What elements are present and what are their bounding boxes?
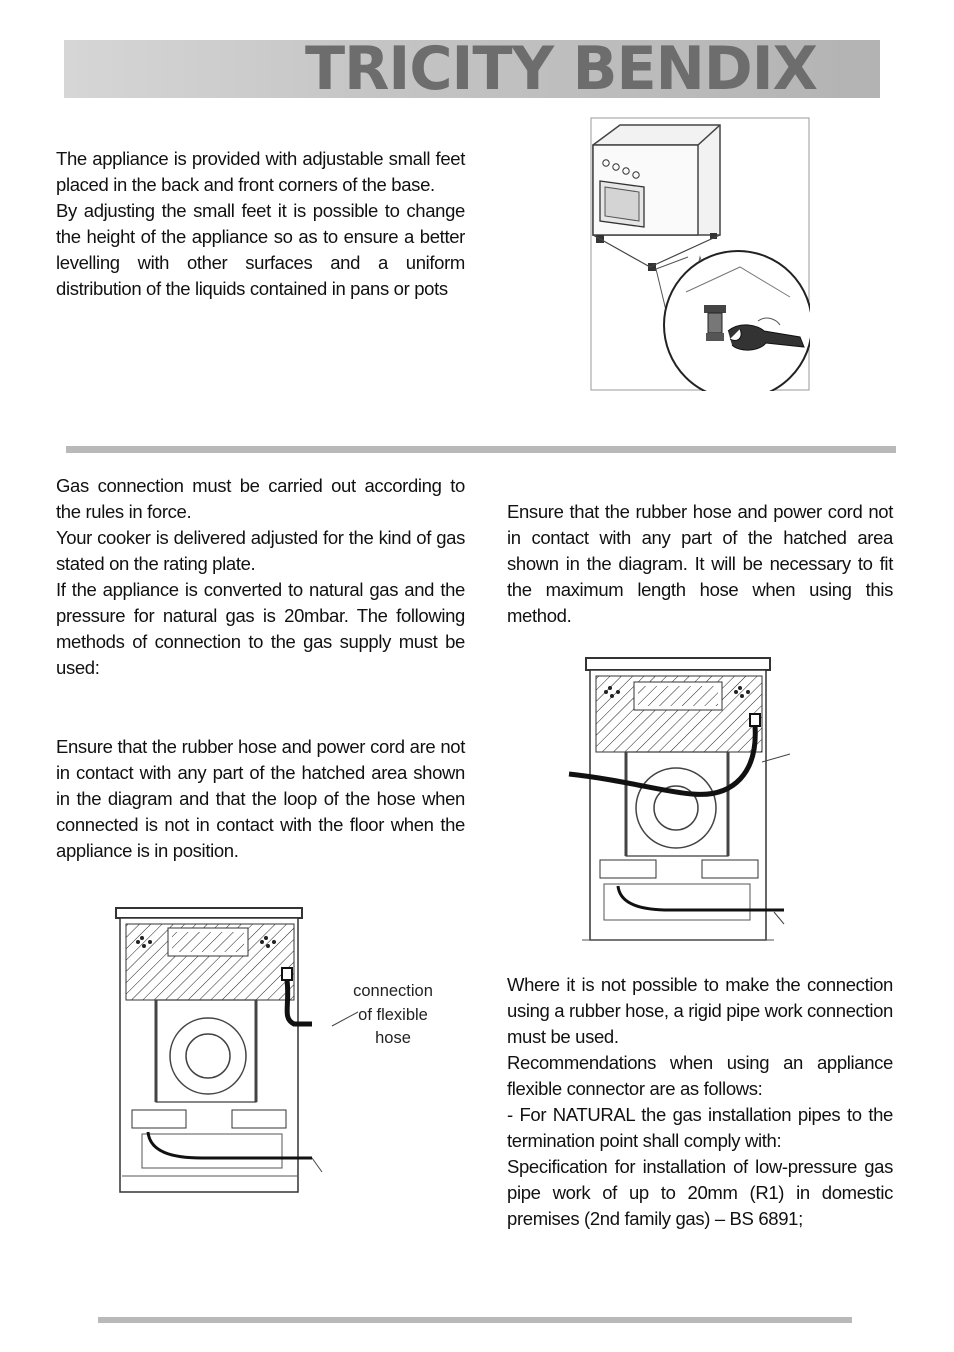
levelling-feet-illustration [590,117,810,391]
brand-logo: TRICITY BENDIX [305,34,817,104]
levelling-text [56,146,465,302]
rigid-connection-text [507,972,893,1232]
caption-line-1: connection [353,982,433,1000]
gas-intro-paragraph-1: Gas connection must be carried out according to the rules in force. [56,475,465,522]
section-divider [66,446,896,453]
flexible-hose-diagram-right [564,654,796,944]
levelling-paragraph-1: The appliance is provided with adjustable small feet placed in the back and front corners of the base. [56,148,465,195]
caption-leader-line [330,1010,360,1030]
gas-intro-paragraph-2: Your cooker is delivered adjusted for the kind of gas stated on the rating plate. [56,527,465,574]
footer-divider [98,1317,852,1323]
rigid-paragraph-3: - For NATURAL the gas installation pipes to the termination point shall comply with: [507,1104,893,1151]
flexible-hose-diagram-left [112,906,312,1194]
method-a-paragraph: Ensure that the rubber hose and power cord are not in contact with any part of the hatched area shown in the diagram and that the loop of the hose when connected is not in contact with the floor when the appliance is in position. [56,736,465,861]
rigid-paragraph-4: Specification for installation of low-pressure gas pipe work of up to 20mm (R1) in domestic premises (2nd family gas) – BS 6891; [507,1156,893,1229]
caption-line-2: of flexible [358,1005,428,1024]
caption-line-3: hose [375,1029,411,1047]
levelling-paragraph-2: By adjusting the small feet it is possible to change the height of the appliance so as to ensure a better levelling with other surfaces and a uniform distribution of the liquids contained in pans or pots [56,200,465,299]
leader-line-floor-left [310,1156,324,1176]
rigid-paragraph-1: Where it is not possible to make the connection using a rubber hose, a rigid pipe work connection must be used. [507,974,893,1047]
rigid-paragraph-2: Recommendations when using an appliance flexible connector are as follows: [507,1052,893,1099]
method-b-paragraph: Ensure that the rubber hose and power cord not in contact with any part of the hatched area shown in the diagram. It will be necessary to fit the maximum length hose when using this method. [507,501,893,626]
gas-connection-intro [56,473,465,681]
gas-intro-paragraph-3: If the appliance is converted to natural gas and the pressure for natural gas is 20mbar. The following methods of connection to the gas supply must be used: [56,579,465,678]
method-b-text [507,499,893,629]
method-a-text [56,734,465,864]
